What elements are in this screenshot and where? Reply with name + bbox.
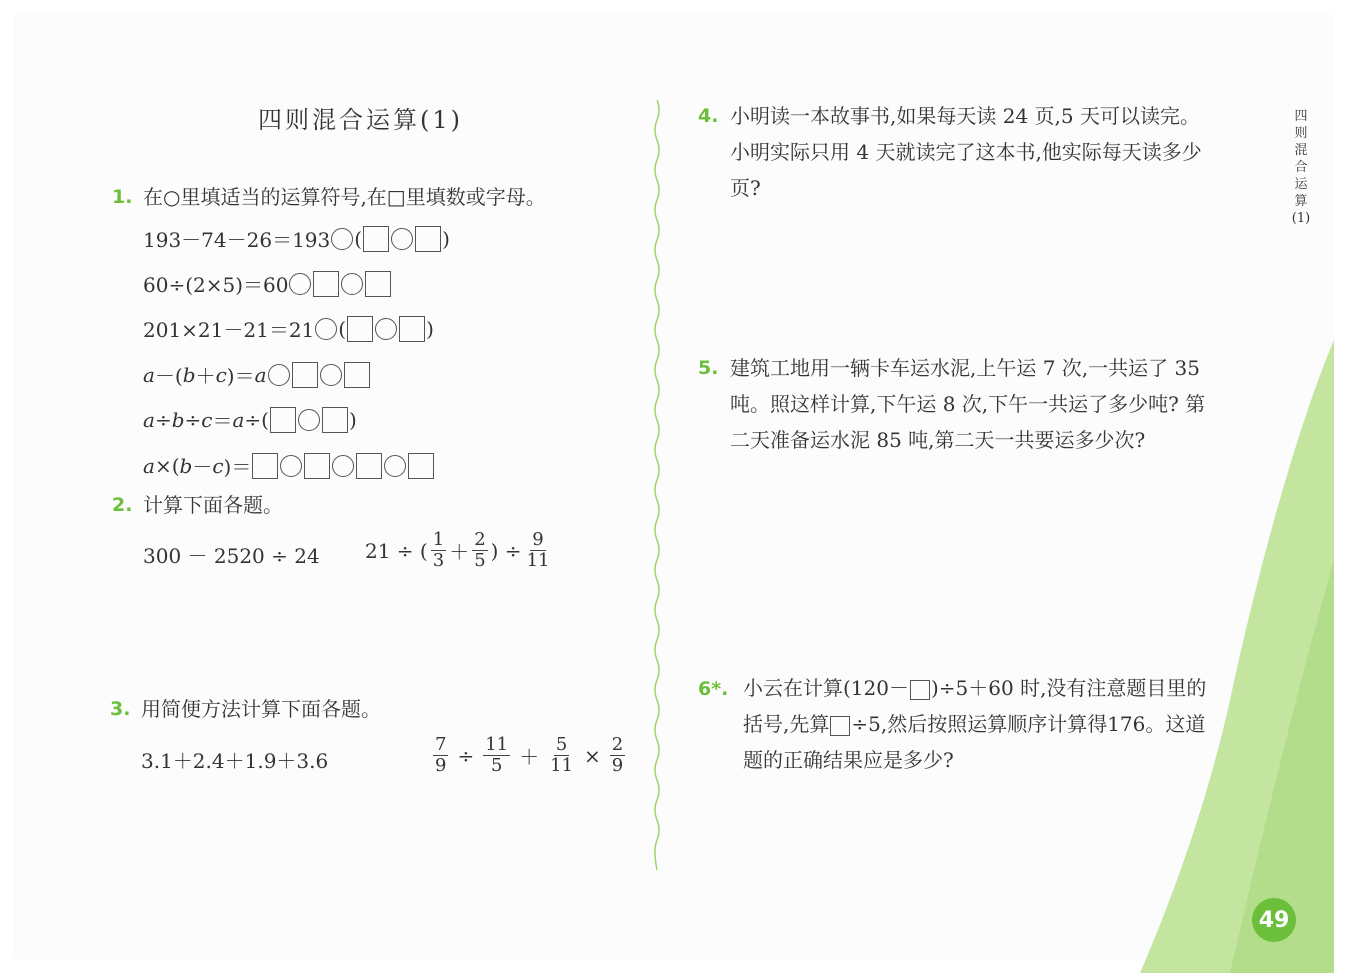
question-4-text: 小明读一本故事书,如果每天读 24 页,5 天可以读完。小明实际只用 4 天就读完了这本书,他实际每天读多少页?	[730, 104, 1202, 200]
operator-circle[interactable]	[375, 318, 397, 340]
q3-expression-1: 3.1＋2.4＋1.9＋3.6	[141, 749, 329, 773]
q1-l5-eq: ＝	[212, 409, 233, 433]
q6-text-c: ÷5,然后按照运算顺序计算得176。这道题的正确结果应是多少?	[743, 712, 1206, 772]
fraction: $\frac{2}{9}$	[611, 734, 624, 776]
q1-line-2	[143, 269, 392, 298]
operator-circle[interactable]	[320, 364, 342, 386]
q1-l4-plus: ＋	[195, 364, 216, 388]
q1-l5-open: ÷(	[244, 407, 269, 432]
q1-l4-op: －(	[154, 364, 183, 388]
question-2-number: 2.	[112, 494, 133, 516]
q1-l4-eq: )＝	[226, 364, 255, 388]
question-3-text: 用简便方法计算下面各题。	[141, 697, 381, 721]
operator-circle[interactable]	[298, 409, 320, 431]
var-a: a	[232, 407, 245, 432]
q1-l5-div: ÷	[154, 407, 172, 432]
blank-box[interactable]	[313, 271, 339, 297]
operator-circle[interactable]	[289, 273, 311, 295]
question-1-number: 1.	[112, 186, 133, 208]
operator-circle[interactable]	[341, 273, 363, 295]
q1-l5-div2: ÷	[184, 407, 202, 432]
q1-l2-expr: 60÷(2×5)＝60	[143, 273, 289, 297]
blank-box[interactable]	[292, 362, 318, 388]
q1-l6-eq: )＝	[223, 455, 252, 479]
q1-l3-expr: 201×21－21＝21	[143, 318, 315, 342]
q1-l3-open: (	[338, 316, 347, 341]
question-3-number: 3.	[110, 698, 131, 720]
var-c: c	[201, 407, 213, 432]
page-number-badge: 49	[1252, 898, 1296, 942]
var-a: a	[143, 453, 155, 478]
question-1-text: 在○里填适当的运算符号,在□里填数或字母。	[143, 185, 546, 209]
fraction: $\frac{2}{5}$	[474, 529, 486, 571]
blank-box[interactable]	[344, 362, 370, 388]
question-5-number: 5.	[698, 357, 719, 379]
blank-box[interactable]	[252, 453, 278, 479]
operator-circle[interactable]	[315, 318, 337, 340]
var-a: a	[143, 362, 155, 387]
q1-l1-expr: 193－74－26＝193	[143, 228, 331, 252]
fraction: $\frac{11}{5}$	[485, 734, 509, 776]
plus-sign: ＋	[519, 745, 540, 769]
question-6-number: 6*.	[698, 678, 729, 700]
q1-l6-times: ×(	[154, 453, 180, 478]
blank-box[interactable]	[365, 271, 391, 297]
blank-box[interactable]	[910, 680, 930, 700]
page-divider	[652, 100, 662, 870]
var-c: c	[212, 453, 224, 478]
blank-box[interactable]	[408, 453, 434, 479]
fraction: $\frac{9}{11}$	[526, 529, 550, 571]
var-b: b	[179, 453, 193, 478]
operator-circle[interactable]	[280, 455, 302, 477]
q2-e2-start: 21 ÷ (	[365, 538, 428, 563]
var-b: b	[171, 407, 185, 432]
fraction: $\frac{7}{9}$	[435, 734, 447, 776]
divide-sign: ÷	[457, 743, 475, 768]
question-6-text	[743, 670, 1211, 778]
fraction: $\frac{1}{3}$	[432, 529, 445, 571]
q1-l6-minus: －	[192, 455, 213, 479]
q1-line-4	[143, 360, 371, 389]
blank-box[interactable]	[399, 316, 425, 342]
q1-l5-close: )	[348, 407, 357, 432]
operator-circle[interactable]	[332, 455, 354, 477]
operator-circle[interactable]	[268, 364, 290, 386]
q3-expression-2	[430, 735, 628, 776]
blank-box[interactable]	[270, 407, 296, 433]
q1-line-5	[143, 405, 357, 434]
q1-l1-open: (	[354, 226, 363, 251]
var-a: a	[254, 362, 267, 387]
blank-box[interactable]	[415, 226, 441, 252]
blank-box[interactable]	[830, 716, 850, 736]
q2-expression-2	[365, 530, 554, 571]
q6-text-b: )÷5＋60 时,没有注意题目里的括号,先算	[743, 676, 1207, 736]
blank-box[interactable]	[356, 453, 382, 479]
side-chapter-title: 四则混合运算(1)	[1291, 109, 1311, 226]
q6-text-a: 小云在计算(120－	[743, 676, 909, 700]
q1-l1-close: )	[442, 226, 450, 251]
operator-circle[interactable]	[391, 228, 413, 250]
q2-expression-1: 300 － 2520 ÷ 24	[143, 544, 320, 568]
page-title: 四则混合运算(1)	[258, 106, 463, 134]
operator-circle[interactable]	[384, 455, 406, 477]
q1-l3-close: )	[426, 316, 434, 341]
blank-box[interactable]	[347, 316, 373, 342]
question-5-text: 建筑工地用一辆卡车运水泥,上午运 7 次,一共运了 35 吨。照这样计算,下午运 8 次,下午一共运了多少吨? 第二天准备运水泥 85 吨,第二天一共要运多少次?	[730, 356, 1206, 452]
question-4-number: 4.	[698, 105, 719, 127]
q2-e2-mid: ) ÷	[490, 538, 522, 563]
times-sign: ×	[584, 743, 601, 768]
var-c: c	[215, 362, 227, 387]
operator-circle[interactable]	[331, 228, 353, 250]
fraction: $\frac{5}{11}$	[550, 734, 574, 776]
blank-box[interactable]	[322, 407, 348, 433]
plus-sign: ＋	[449, 540, 470, 564]
var-b: b	[182, 362, 196, 387]
q1-line-1	[143, 224, 450, 253]
q1-line-3	[143, 314, 434, 343]
blank-box[interactable]	[304, 453, 330, 479]
var-a: a	[143, 407, 155, 432]
q1-line-6	[143, 451, 435, 480]
question-2-text: 计算下面各题。	[143, 493, 283, 517]
blank-box[interactable]	[363, 226, 389, 252]
